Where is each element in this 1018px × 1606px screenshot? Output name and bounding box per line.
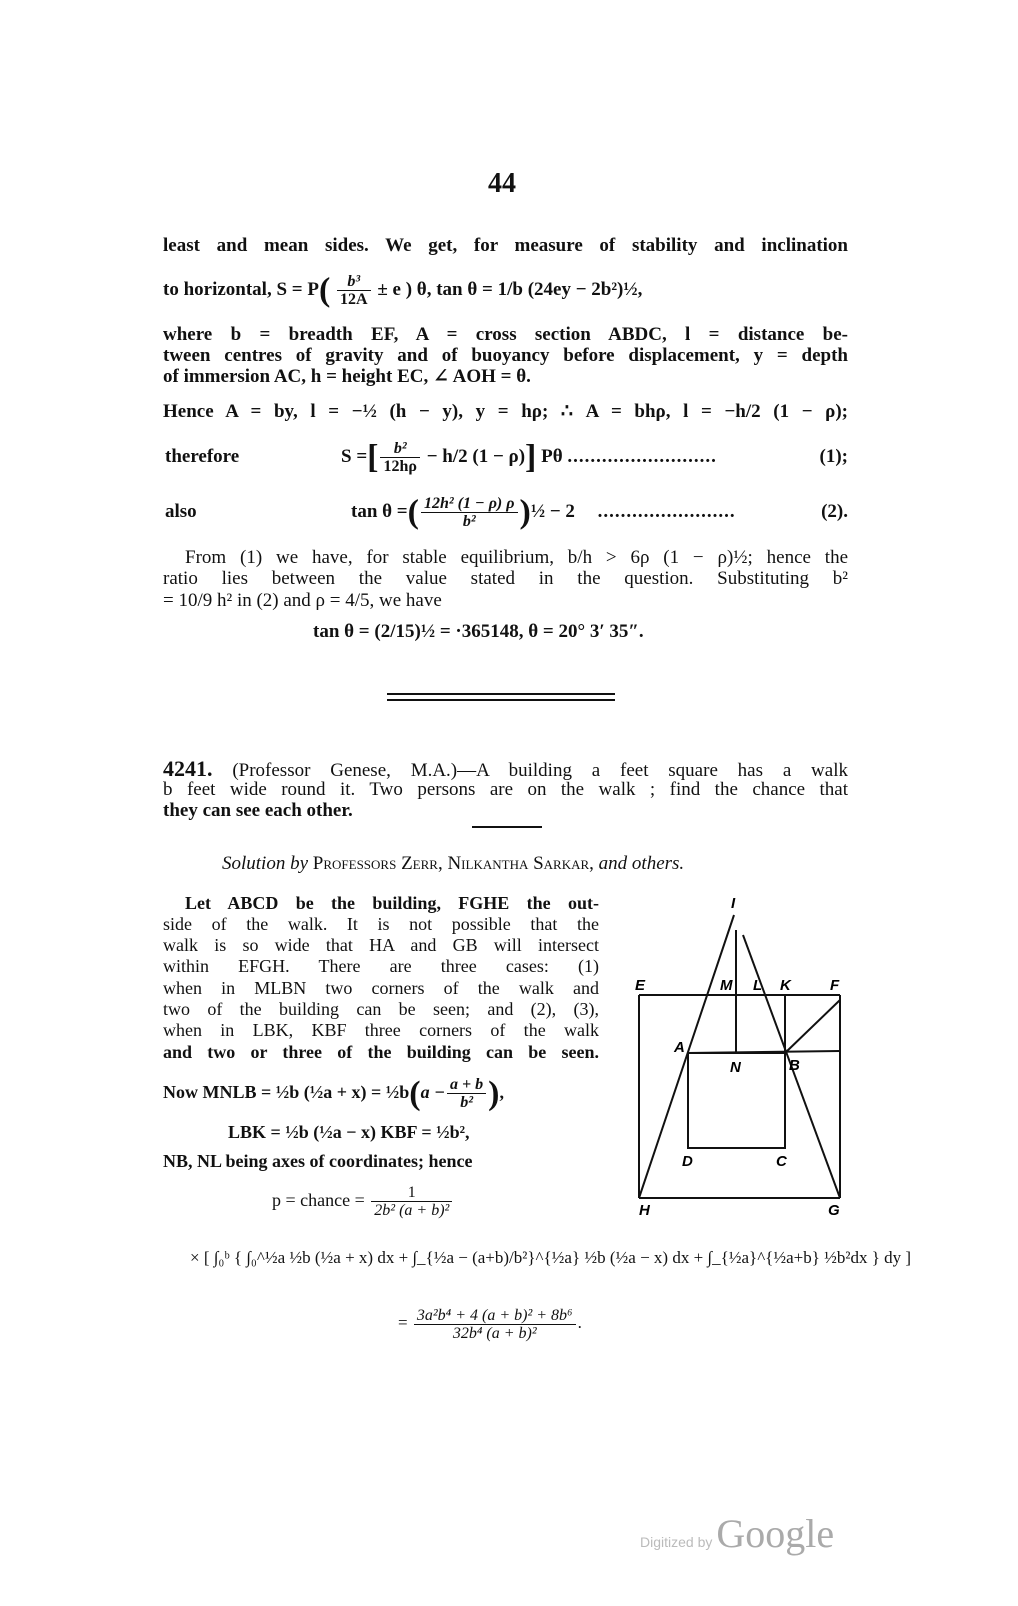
question-line: they can see each other. <box>163 800 353 821</box>
denominator: 12hρ <box>383 458 417 476</box>
question-number: 4241. <box>163 756 213 781</box>
eq-term: − h/2 (1 − ρ) <box>426 446 526 467</box>
equation-1 <box>163 435 848 479</box>
heading-italic: and others. <box>598 853 685 874</box>
result-line: tan θ = (2/15)½ = ·365148, θ = 20° 3′ 35″. <box>313 621 644 642</box>
paren: ( <box>318 271 331 309</box>
solution-line: when in MLBN two corners of the walk and <box>163 978 599 998</box>
fraction <box>337 273 371 308</box>
fraction <box>380 440 419 475</box>
label-I: I <box>731 895 736 912</box>
solution-line: side of the walk. It is not possible that the <box>163 914 599 934</box>
text-line: Hence A = by, l = −½ (h − y), y = hρ; ∴ A = bhρ, l = −h/2 (1 − ρ); <box>163 401 848 422</box>
eq-label: also <box>165 501 197 522</box>
eq-lhs: tan θ = <box>351 501 408 522</box>
eq-label: therefore <box>165 446 240 467</box>
solution-heading <box>222 853 802 874</box>
eq-term: ½ − 2 <box>530 501 575 522</box>
bracket: ] <box>525 438 537 476</box>
line-AB-extended <box>688 1051 840 1053</box>
solution-line: two of the building can be seen; and (2), (3), <box>163 999 599 1019</box>
heading-names: Professors Zerr, Nilkantha Sarkar, <box>312 853 594 874</box>
page-number: 44 <box>488 168 516 199</box>
leader-dots: .......................... <box>567 446 717 467</box>
probability-formula <box>272 1178 572 1222</box>
formula-line: LBK = ½b (½a − x) KBF = ½b², <box>228 1122 470 1142</box>
formula-line: Now MNLB = ½b (½a + x) = ½b(a − $\frac{a + b}{\text{b²}}$ ), <box>163 1074 504 1112</box>
text-line: = 10/9 h² in (2) and ρ = 4/5, we have <box>163 590 442 611</box>
section-divider <box>387 699 615 701</box>
question-author: (Professor Genese, M.A.) <box>232 760 458 781</box>
question-text: —A building a feet square has a walk <box>457 760 848 781</box>
label-E: E <box>635 977 646 994</box>
leader-dots: ........................ <box>597 501 736 522</box>
google-logo: Google <box>716 1511 835 1556</box>
denominator: 12A <box>340 291 368 309</box>
denominator: 2b² (a + b)² <box>374 1202 450 1220</box>
numerator: 3a²b⁴ + 4 (a + b)² + 8b⁶ <box>414 1307 576 1325</box>
numerator: a + b <box>447 1076 486 1094</box>
label-M: M <box>720 977 733 994</box>
label-H: H <box>639 1202 650 1219</box>
section-divider <box>387 693 615 695</box>
numerator: 1 <box>371 1184 452 1202</box>
solution-line: and two or three of the building can be seen. <box>163 1042 599 1062</box>
formula-pre: Now MNLB = ½b (½a + x) = ½b <box>163 1082 410 1102</box>
label-A: A <box>674 1039 685 1056</box>
watermark-prefix: Digitized by <box>640 1534 713 1550</box>
label-G: G <box>828 1202 840 1219</box>
paren: ) <box>519 493 531 531</box>
label-C: C <box>776 1153 787 1170</box>
solution-line: within EFGH. There are three cases: (1) <box>163 956 599 976</box>
question-line <box>163 758 848 781</box>
equation-2 <box>163 490 848 534</box>
text-line: least and mean sides. We get, for measure of stability and inclination <box>163 235 848 256</box>
equals-sign: = <box>398 1313 408 1332</box>
eq-ref: (2). <box>821 501 848 522</box>
eq-tail: Pθ <box>541 446 563 467</box>
line-BF <box>785 1000 840 1053</box>
label-D: D <box>682 1153 693 1170</box>
formula-pre: p = chance = <box>272 1190 365 1210</box>
denominator: 32b⁴ (a + b)² <box>452 1324 537 1342</box>
bracket: [ <box>367 438 379 476</box>
label-F: F <box>830 977 840 994</box>
formula-post: ± e ) θ, tan θ = 1/b (24ey − 2b²)½, <box>377 279 643 300</box>
text-line: NB, NL being axes of coordinates; hence <box>163 1151 473 1171</box>
fraction <box>421 495 518 530</box>
numerator: 12h² (1 − ρ) ρ <box>421 495 518 513</box>
eq-ref: (1); <box>819 446 848 467</box>
fraction <box>414 1307 576 1342</box>
label-N: N <box>730 1059 741 1076</box>
label-L: L <box>753 977 763 994</box>
formula-term: a − <box>420 1082 446 1102</box>
paren: ( <box>407 493 419 531</box>
fraction <box>447 1076 486 1111</box>
solution-line: Let ABCD be the building, FGHE the out- <box>185 893 599 913</box>
numerator: b³ <box>337 273 371 291</box>
geometry-diagram <box>630 890 850 1220</box>
final-result: = $\frac{\text{3a²b⁴ + 4 (a + b)² + 8b⁶}}{\text{32b⁴ (a + b)²}}$ . <box>398 1306 582 1342</box>
solution-line: walk is so wide that HA and GB will intersect <box>163 935 599 955</box>
numerator: b² <box>380 440 419 458</box>
short-divider <box>472 826 542 828</box>
text-line: where b = breadth EF, A = cross section ABDC, l = distance be- <box>163 324 848 345</box>
heading-italic: Solution by <box>222 853 309 874</box>
digitized-watermark <box>640 1510 834 1557</box>
formula-pre: to horizontal, S = P <box>163 279 319 300</box>
text-line: ratio lies between the value stated in the question. Substituting b² <box>163 568 848 589</box>
text-line: tween centres of gravity and of buoyancy before displacement, y = depth <box>163 345 848 366</box>
denominator: b² <box>460 1094 473 1112</box>
text-line: From (1) we have, for stable equilibrium, b/h > 6ρ (1 − ρ)½; hence the <box>185 547 848 568</box>
label-K: K <box>780 977 791 994</box>
formula-line <box>163 270 848 310</box>
denominator: b² <box>462 513 476 531</box>
integral-expression: × [ ∫₀ᵇ { ∫₀^½a ½b (½a + x) dx + ∫_{½a − (a+b)/b²}^{½a} ½b (½a − x) dx + ∫_{½a}^{½a+b} ½b²dx } dy ] <box>190 1248 912 1267</box>
solution-line: when in LBK, KBF three corners of the walk <box>163 1020 599 1040</box>
text-line: of immersion AC, h = height EC, ∠ AOH = θ. <box>163 366 531 387</box>
question-line: b feet wide round it. Two persons are on the walk ; find the chance that <box>163 779 848 800</box>
label-B: B <box>789 1057 800 1074</box>
eq-lhs: S = <box>341 446 368 467</box>
fraction <box>371 1184 452 1219</box>
